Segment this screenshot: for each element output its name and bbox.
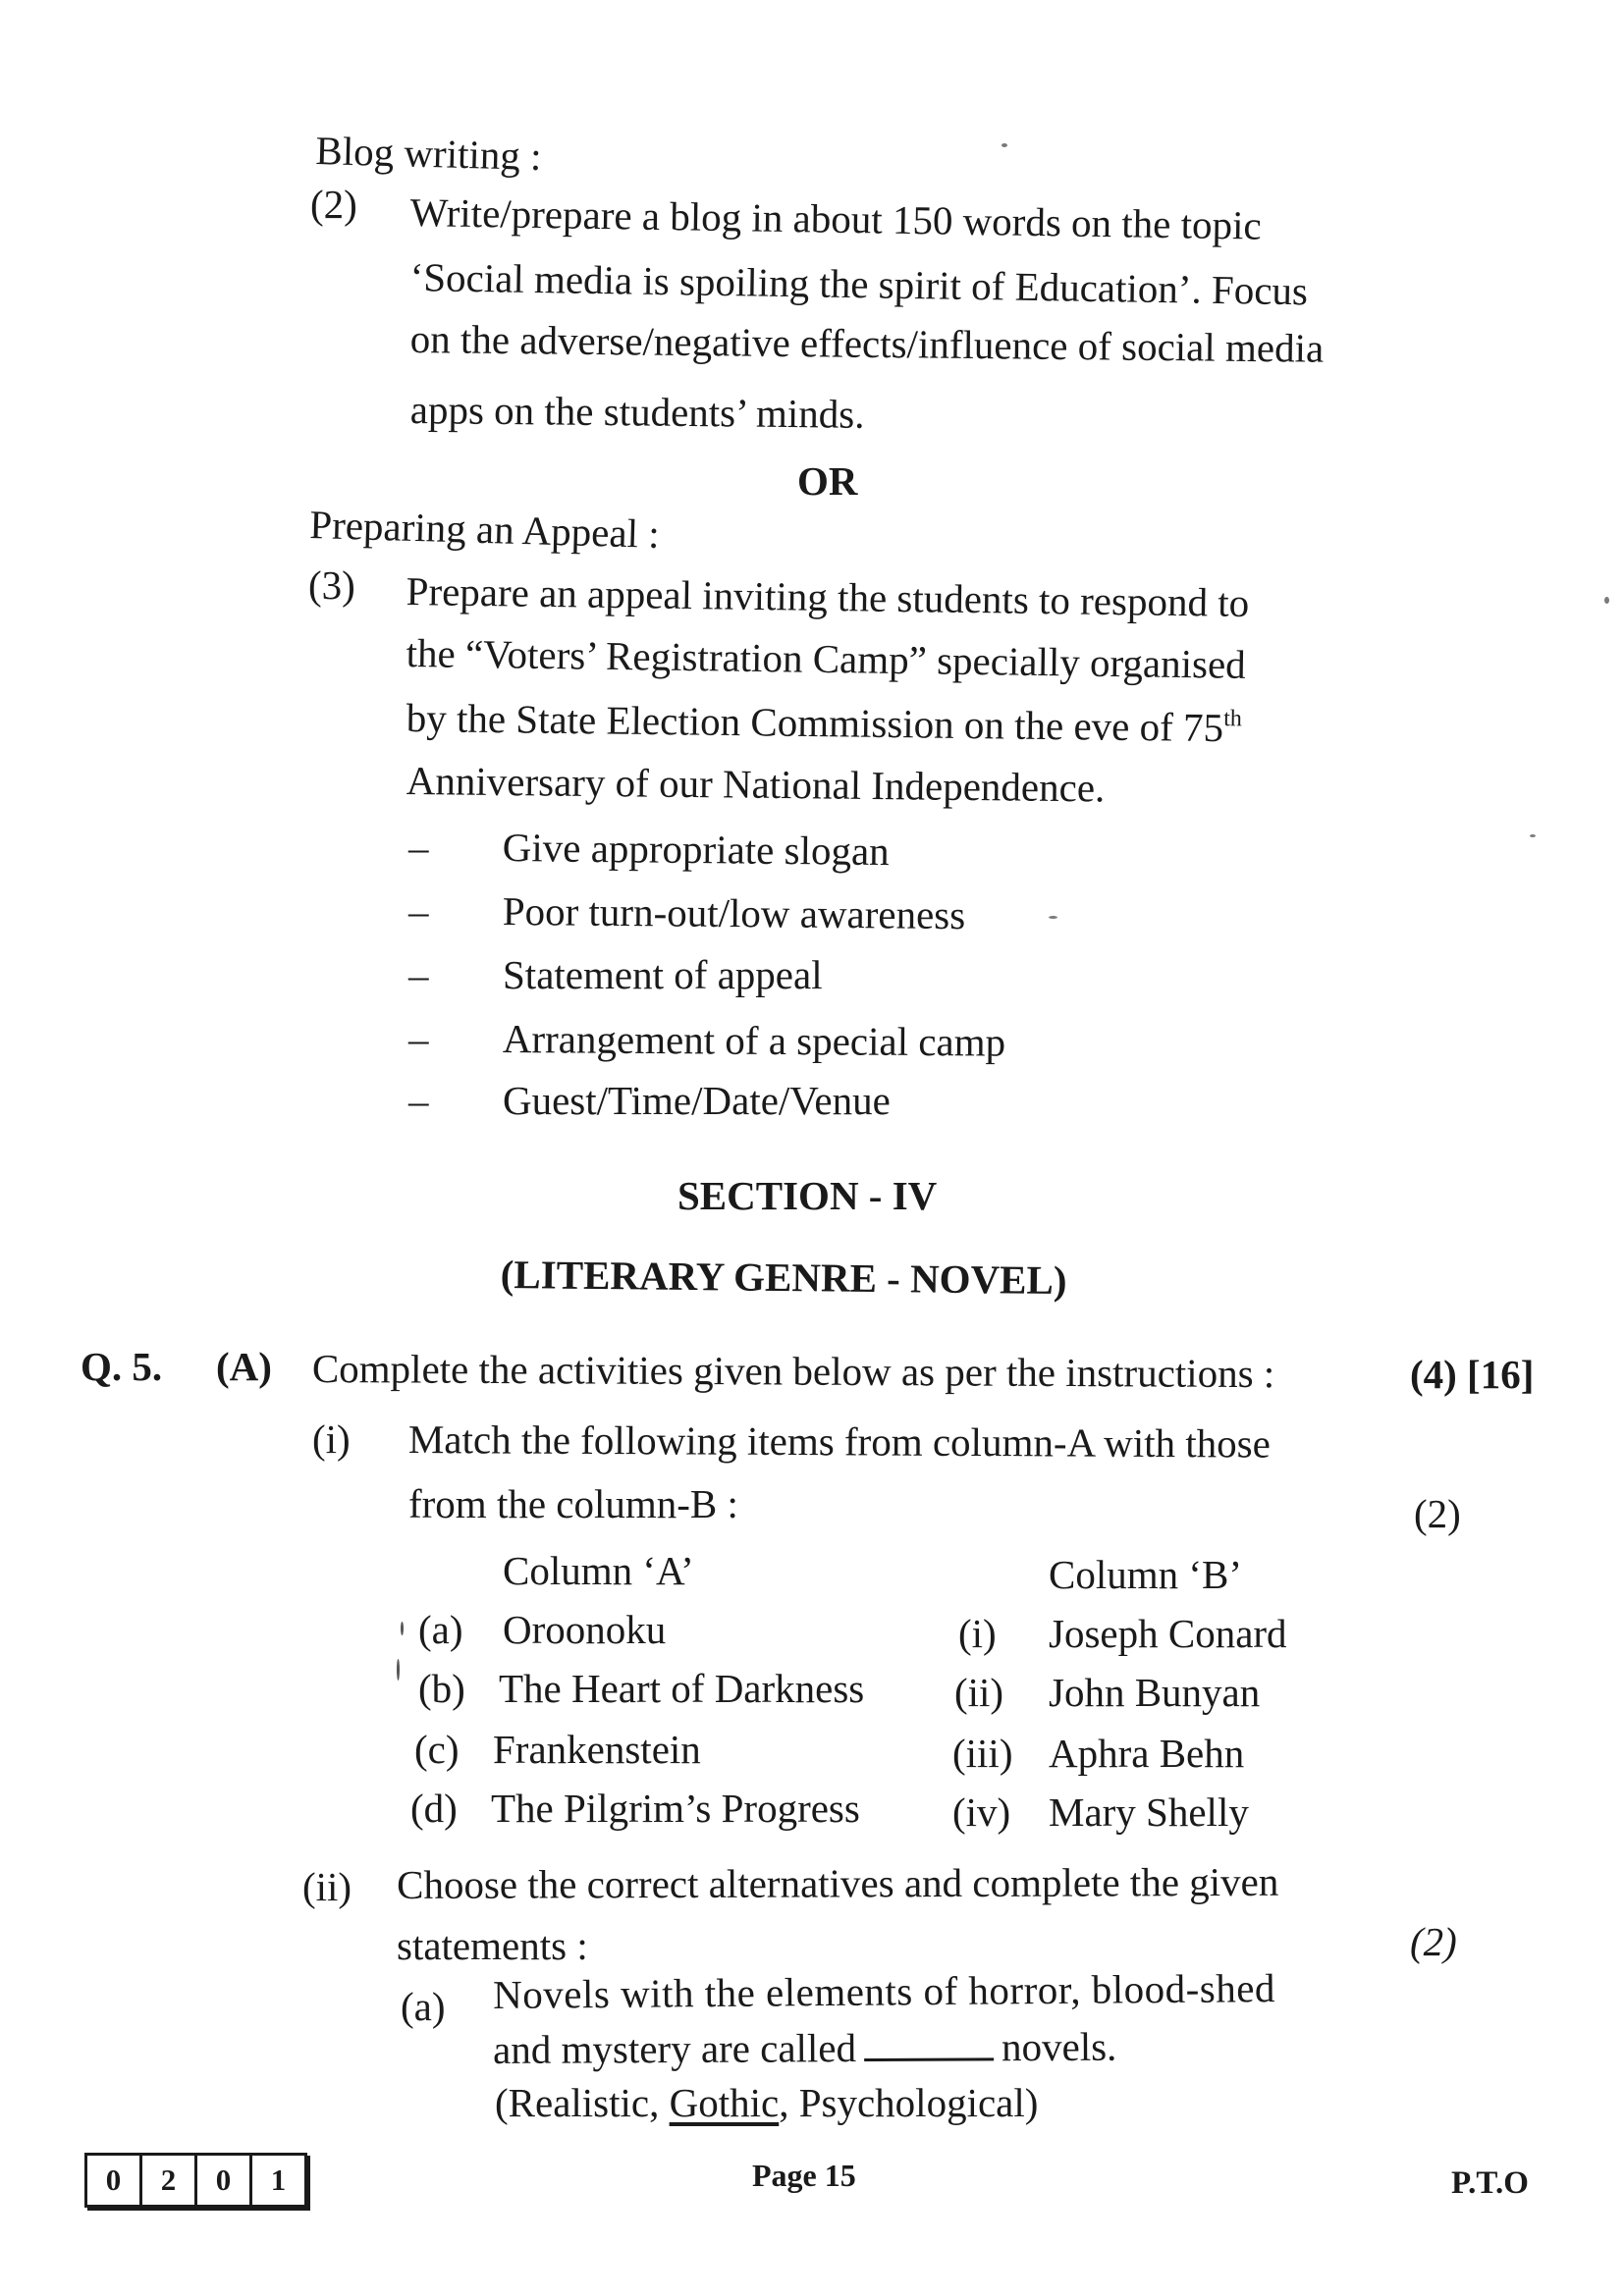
- section-subtitle: (LITERARY GENRE - NOVEL): [500, 1252, 1067, 1304]
- sub-ii-number: (ii): [302, 1864, 352, 1909]
- match-a-label: (a): [418, 1607, 463, 1652]
- question-marks: (4) [16]: [1410, 1352, 1535, 1397]
- sub-i-number: (i): [312, 1416, 351, 1462]
- sub-ii-line-1: Choose the correct alternatives and complete the given: [396, 1858, 1279, 1907]
- appeal-line-4: Anniversary of our National Independence.: [406, 758, 1106, 811]
- sub-ii-item-label: (a): [401, 1984, 446, 2029]
- match-a-text: Oroonoku: [503, 1607, 667, 1652]
- bullet-dash: –: [408, 888, 429, 934]
- option-realistic: (Realistic,: [495, 2080, 660, 2125]
- sub-i-marks: (2): [1414, 1491, 1461, 1536]
- scan-speck: [397, 1659, 400, 1681]
- appeal-bullet-5: Guest/Time/Date/Venue: [503, 1078, 891, 1123]
- blog-heading: Blog writing :: [314, 128, 543, 180]
- match-a-text: Frankenstein: [493, 1727, 701, 1772]
- match-b-label: (iv): [952, 1789, 1011, 1835]
- match-b-label: (i): [958, 1611, 997, 1656]
- match-a-label: (d): [410, 1786, 458, 1831]
- appeal-bullet-3: Statement of appeal: [503, 952, 823, 997]
- sub-ii-item-line-2: [492, 2023, 1117, 2072]
- match-b-label: (ii): [954, 1670, 1004, 1715]
- question-instruction: Complete the activities given below as per the instructions :: [311, 1346, 1275, 1397]
- option-psychological: , Psychological): [779, 2080, 1039, 2125]
- code-digit: 0: [87, 2156, 142, 2205]
- match-a-label: (c): [414, 1727, 460, 1772]
- appeal-line-3-text: by the State Election Commission on the eve of 75: [406, 695, 1224, 751]
- appeal-line-1: Prepare an appeal inviting the students to respond to: [406, 568, 1250, 625]
- match-b-text: John Bunyan: [1049, 1670, 1261, 1715]
- code-digit: 0: [197, 2156, 252, 2205]
- appeal-bullet-1: Give appropriate slogan: [502, 825, 890, 875]
- appeal-heading: Preparing an Appeal :: [308, 502, 661, 557]
- column-a-header: Column ‘A’: [503, 1548, 694, 1593]
- sub-ii-item-line-2-end: novels.: [1001, 2023, 1117, 2070]
- ordinal-suffix: th: [1223, 706, 1243, 732]
- code-digit: 1: [270, 2163, 287, 2197]
- bullet-dash: –: [408, 1078, 429, 1123]
- or-separator: OR: [797, 458, 858, 504]
- appeal-line-3: [406, 695, 1243, 751]
- sub-ii-line-2: statements :: [397, 1923, 588, 1968]
- match-b-text: Mary Shelly: [1049, 1789, 1249, 1835]
- column-b-header: Column ‘B’: [1049, 1552, 1243, 1597]
- match-b-text: Aphra Behn: [1049, 1731, 1245, 1776]
- bullet-dash: –: [408, 952, 429, 997]
- match-a-label: (b): [418, 1666, 465, 1711]
- option-gothic-underlined: Gothic: [669, 2080, 780, 2125]
- match-a-text: The Heart of Darkness: [499, 1666, 865, 1711]
- blog-line-1: Write/prepare a blog in about 150 words on the topic: [409, 189, 1263, 248]
- scan-speck: [1530, 834, 1536, 837]
- question-part: (A): [216, 1344, 272, 1389]
- sub-ii-marks: (2): [1410, 1919, 1457, 1964]
- page-number: Page 15: [752, 2158, 856, 2193]
- scan-speck: [401, 1622, 404, 1635]
- section-title: SECTION - IV: [677, 1173, 938, 1218]
- blog-line-3: on the adverse/negative effects/influence of social media: [409, 316, 1325, 371]
- scan-speck: [1604, 597, 1609, 604]
- blog-number: (2): [310, 182, 357, 227]
- sub-ii-item-line-2-start: and mystery are called: [492, 2025, 857, 2072]
- appeal-number: (3): [308, 562, 355, 608]
- scan-speck: [1049, 916, 1057, 919]
- appeal-line-2: the “Voters’ Registration Camp” specially organised: [406, 630, 1247, 687]
- sub-i-line-1: Match the following items from column-A with those: [407, 1416, 1271, 1467]
- sub-ii-options: [495, 2080, 1039, 2125]
- answer-blank[interactable]: [864, 2028, 994, 2061]
- sub-i-line-2: from the column-B :: [408, 1481, 738, 1526]
- blog-line-2: ‘Social media is spoiling the spirit of Education’. Focus: [409, 254, 1309, 314]
- appeal-bullet-4: Arrangement of a special camp: [502, 1016, 1006, 1065]
- bullet-dash: –: [408, 825, 429, 870]
- appeal-bullet-2: Poor turn-out/low awareness: [502, 888, 966, 938]
- question-number: Q. 5.: [81, 1344, 163, 1389]
- pto-label: P.T.O: [1451, 2165, 1529, 2201]
- scan-speck: [1001, 143, 1007, 147]
- bullet-dash: –: [408, 1016, 429, 1061]
- match-b-text: Joseph Conard: [1049, 1611, 1287, 1656]
- match-b-label: (iii): [952, 1731, 1013, 1776]
- code-digit: 2: [142, 2156, 197, 2205]
- sub-ii-item-line-1: Novels with the elements of horror, blood-shed: [492, 1965, 1276, 2017]
- blog-line-4: apps on the students’ minds.: [409, 387, 865, 437]
- match-a-text: The Pilgrim’s Progress: [491, 1786, 860, 1831]
- paper-code-box: [84, 2153, 307, 2208]
